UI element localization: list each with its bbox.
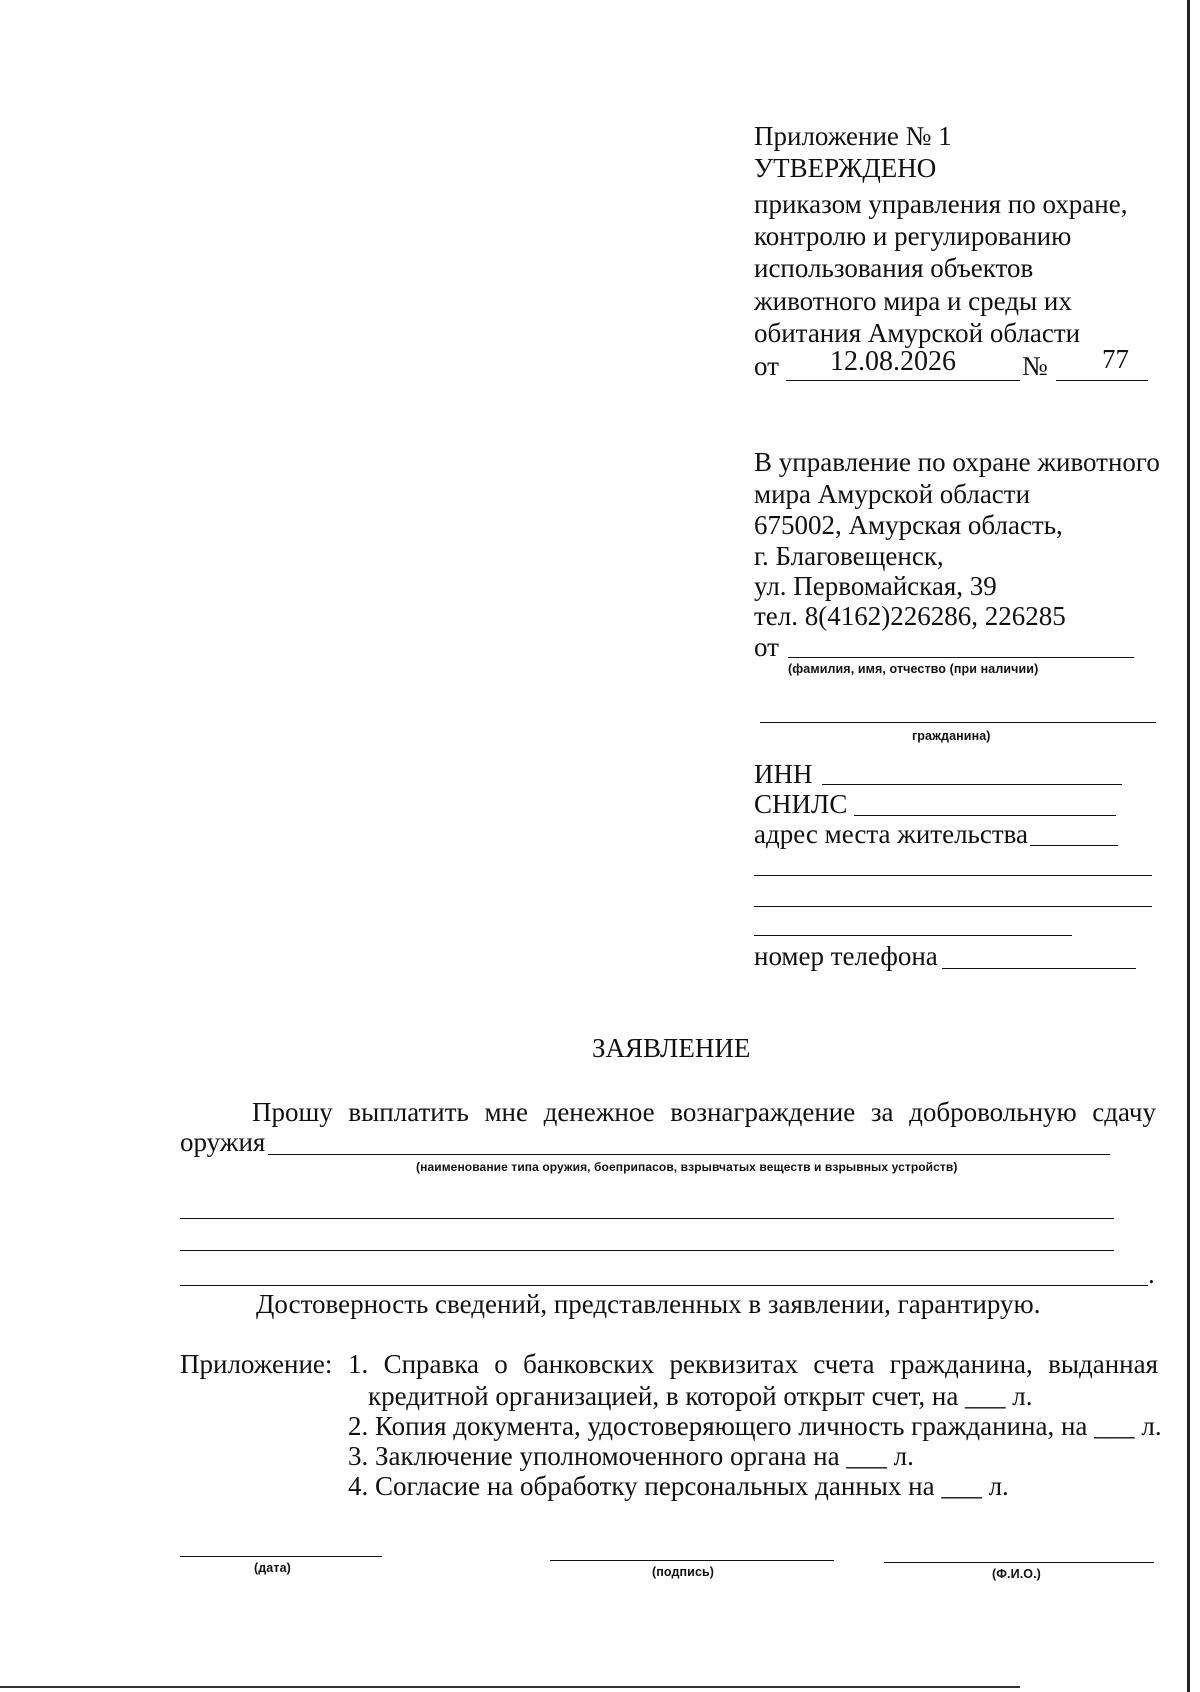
weapon-field[interactable] (268, 1154, 1110, 1155)
order-line: контролю и регулированию (754, 221, 1072, 251)
signature-hint: (подпись) (652, 1565, 715, 1579)
end-dot: . (1148, 1259, 1155, 1289)
weapon-field-line-4[interactable] (180, 1285, 1148, 1286)
order-line: животного мира и среды их (754, 286, 1072, 316)
attachment-item-3: 3. Заключение уполномоченного органа на ___ л. (348, 1441, 914, 1471)
order-date-underline (786, 380, 1020, 381)
applicant-from-label: от (754, 632, 779, 662)
address-label: адрес места жительства (754, 819, 1029, 849)
address-field-line-4[interactable] (754, 935, 1072, 936)
address-field-line-3[interactable] (754, 906, 1152, 907)
addressee-line: 675002, Амурская область, (754, 510, 1063, 540)
order-from-label: от (754, 351, 779, 381)
fio-hint: (Ф.И.О.) (992, 1567, 1041, 1581)
weapon-field-line-3[interactable] (180, 1250, 1114, 1251)
order-line: приказом управления по охране, (754, 189, 1128, 219)
phone-field[interactable] (942, 968, 1136, 969)
weapon-hint: (наименование типа оружия, боеприпасов, взрывчатых веществ и взрывных устройств) (416, 1160, 958, 1174)
address-field-line-2[interactable] (754, 875, 1152, 876)
order-line: использования объектов (754, 253, 1034, 283)
fio-field[interactable] (884, 1562, 1154, 1563)
addressee-line: тел. 8(4162)226286, 226285 (754, 601, 1066, 631)
addressee-line: В управление по охране животного (754, 447, 1160, 477)
order-number-underline (1056, 380, 1148, 381)
attachment-item-1: 1. Справка о банковских реквизитах счета гражданина, выданная (348, 1349, 1158, 1379)
addressee-line: мира Амурской области (754, 479, 1031, 509)
applicant-fio-field-2[interactable] (760, 722, 1156, 723)
attachment-item-4: 4. Согласие на обработку персональных данных на ___ л. (348, 1471, 1009, 1501)
scan-edge-right (1187, 0, 1190, 1692)
order-date: 12.08.2026 (830, 346, 956, 377)
applicant-fio-field[interactable] (788, 657, 1134, 658)
statement-title: ЗАЯВЛЕНИЕ (592, 1033, 751, 1063)
scan-edge-bottom (0, 1686, 1020, 1688)
snils-field[interactable] (854, 815, 1116, 816)
attachment-item-2: 2. Копия документа, удостоверяющего личность гражданина, на ___ л. (348, 1411, 1162, 1441)
inn-field[interactable] (822, 784, 1122, 785)
order-number: 77 (1102, 344, 1129, 374)
applicant-fio-hint: (фамилия, имя, отчество (при наличии) (788, 662, 1039, 676)
approved-stamp-text: УТВЕРЖДЕНО (754, 153, 937, 183)
attachments-label: Приложение: (180, 1349, 333, 1379)
guarantee-text: Достоверность сведений, представленных в заявлении, гарантирую. (256, 1289, 1041, 1319)
appendix-number: Приложение № 1 (754, 121, 952, 151)
addressee-line: г. Благовещенск, (754, 541, 944, 571)
date-field[interactable] (180, 1556, 382, 1557)
weapon-label: оружия (180, 1127, 266, 1157)
phone-label: номер телефона (754, 941, 938, 971)
signature-field[interactable] (550, 1560, 834, 1561)
order-line: обитания Амурской области (754, 318, 1081, 348)
weapon-field-line-2[interactable] (180, 1218, 1114, 1219)
date-hint: (дата) (254, 1561, 291, 1575)
attachment-item-1-cont: кредитной организацией, в которой открыт счет, на ___ л. (368, 1381, 1033, 1411)
inn-label: ИНН (754, 759, 813, 789)
address-field[interactable] (1030, 845, 1118, 846)
order-number-label: № (1022, 351, 1048, 381)
snils-label: СНИЛС (754, 789, 848, 819)
addressee-line: ул. Первомайская, 39 (754, 571, 997, 601)
applicant-citizen-hint: гражданина) (912, 729, 991, 743)
statement-request-text: Прошу выплатить мне денежное вознаграждение за добровольную сдачу (252, 1097, 1156, 1127)
